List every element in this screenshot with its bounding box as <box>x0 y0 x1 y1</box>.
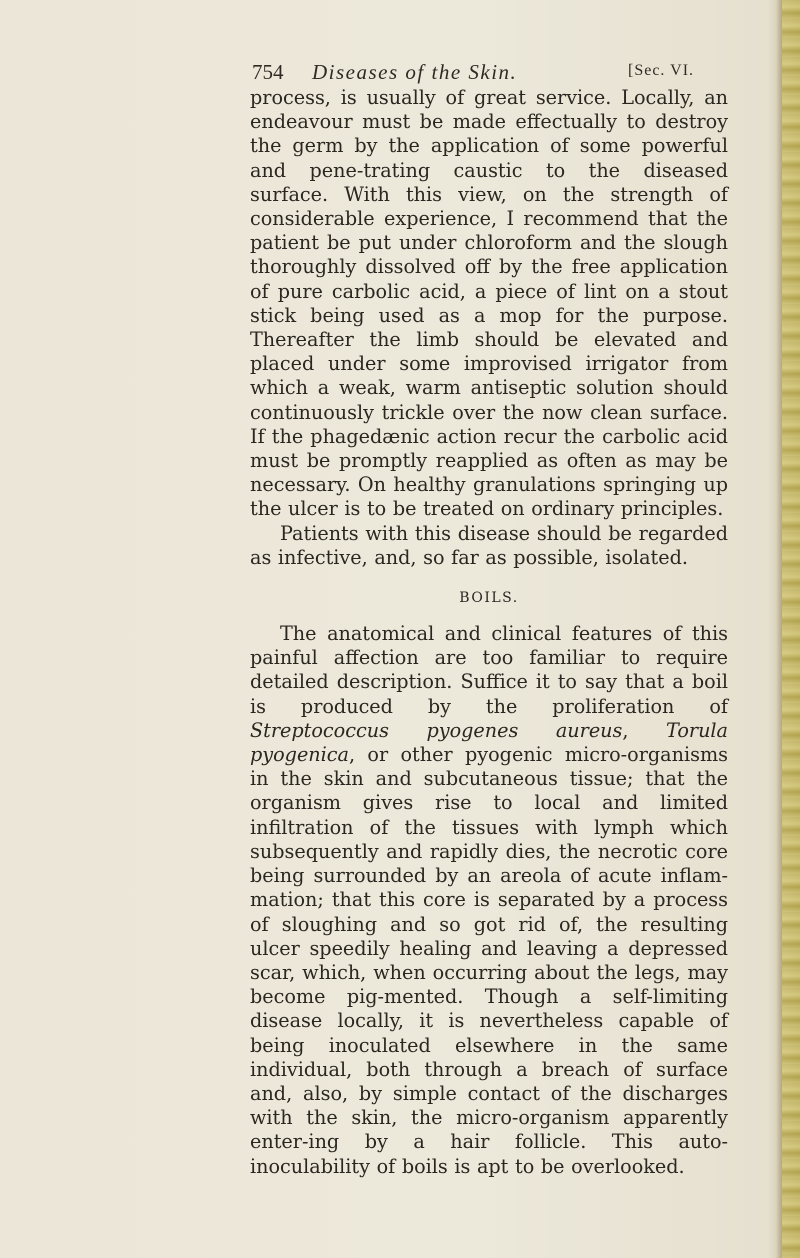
running-title: Diseases of the Skin. <box>312 60 518 84</box>
paragraph-boils-text-c: , or other pyogenic micro-organisms in the skin and subcutaneous tissue; that the organism gives rise to local and limited infiltration of the tissues with lymph which subsequently and rapidly dies, the necrotic core being surrounded by an areola of acute inflam-mation; that this core is separated by a process of sloughing and so got rid of, the resulting ulcer speedily healing and leaving a depressed scar, which, when occurring about the legs, may become pig-mented. Though a self-limiting disease locally, it is nevertheless capable of being inoculated elsewhere in the same individual, both through a breach of surface and, also, by simple contact of the discharges with the skin, the micro-organism apparently enter-ing by a hair follicle. This auto-inoculability of boils is apt to be overlooked. <box>250 743 728 1178</box>
paragraph-boils <box>250 622 728 1179</box>
organism-name-torula: Torula pyogenica <box>250 718 728 767</box>
section-heading-boils: BOILS. <box>459 590 519 607</box>
section-reference: [Sec. VI. <box>628 62 695 79</box>
paragraph-boils-text-b: , <box>622 718 667 742</box>
organism-name-streptococcus: Streptococcus pyogenes aureus <box>250 718 623 742</box>
paragraph-treatment: process, is usually of great service. Locally, an endeavour must be made effectually to destroy the germ by the application of some powerful and pene-trating caustic to the diseased surface. With this view, on the strength of considerable experience, I recommend that the patient be put under chloroform and the slough thoroughly dissolved off by the free application of pure carbolic acid, a piece of lint on a stout stick being used as a mop for the purpose. Thereafter the limb should be elevated and placed under some improvised irrigator from which a weak, warm antiseptic solution should continuously trickle over the now clean surface. If the phagedænic action recur the carbolic acid must be promptly reapplied as often as may be necessary. On healthy granulations springing up the ulcer is to be treated on ordinary principles. <box>250 86 728 521</box>
page-number: 754 <box>252 60 284 84</box>
paragraph-isolation: Patients with this disease should be regarded as infective, and, so far as possible, isolated. <box>250 521 728 569</box>
page-edge <box>782 0 800 1258</box>
body-text <box>250 86 728 1179</box>
paragraph-boils-text-a: The anatomical and clinical features of this painful affection are too familiar to require detailed description. Suffice it to say that a boil is produced by the proliferation of <box>250 622 728 718</box>
